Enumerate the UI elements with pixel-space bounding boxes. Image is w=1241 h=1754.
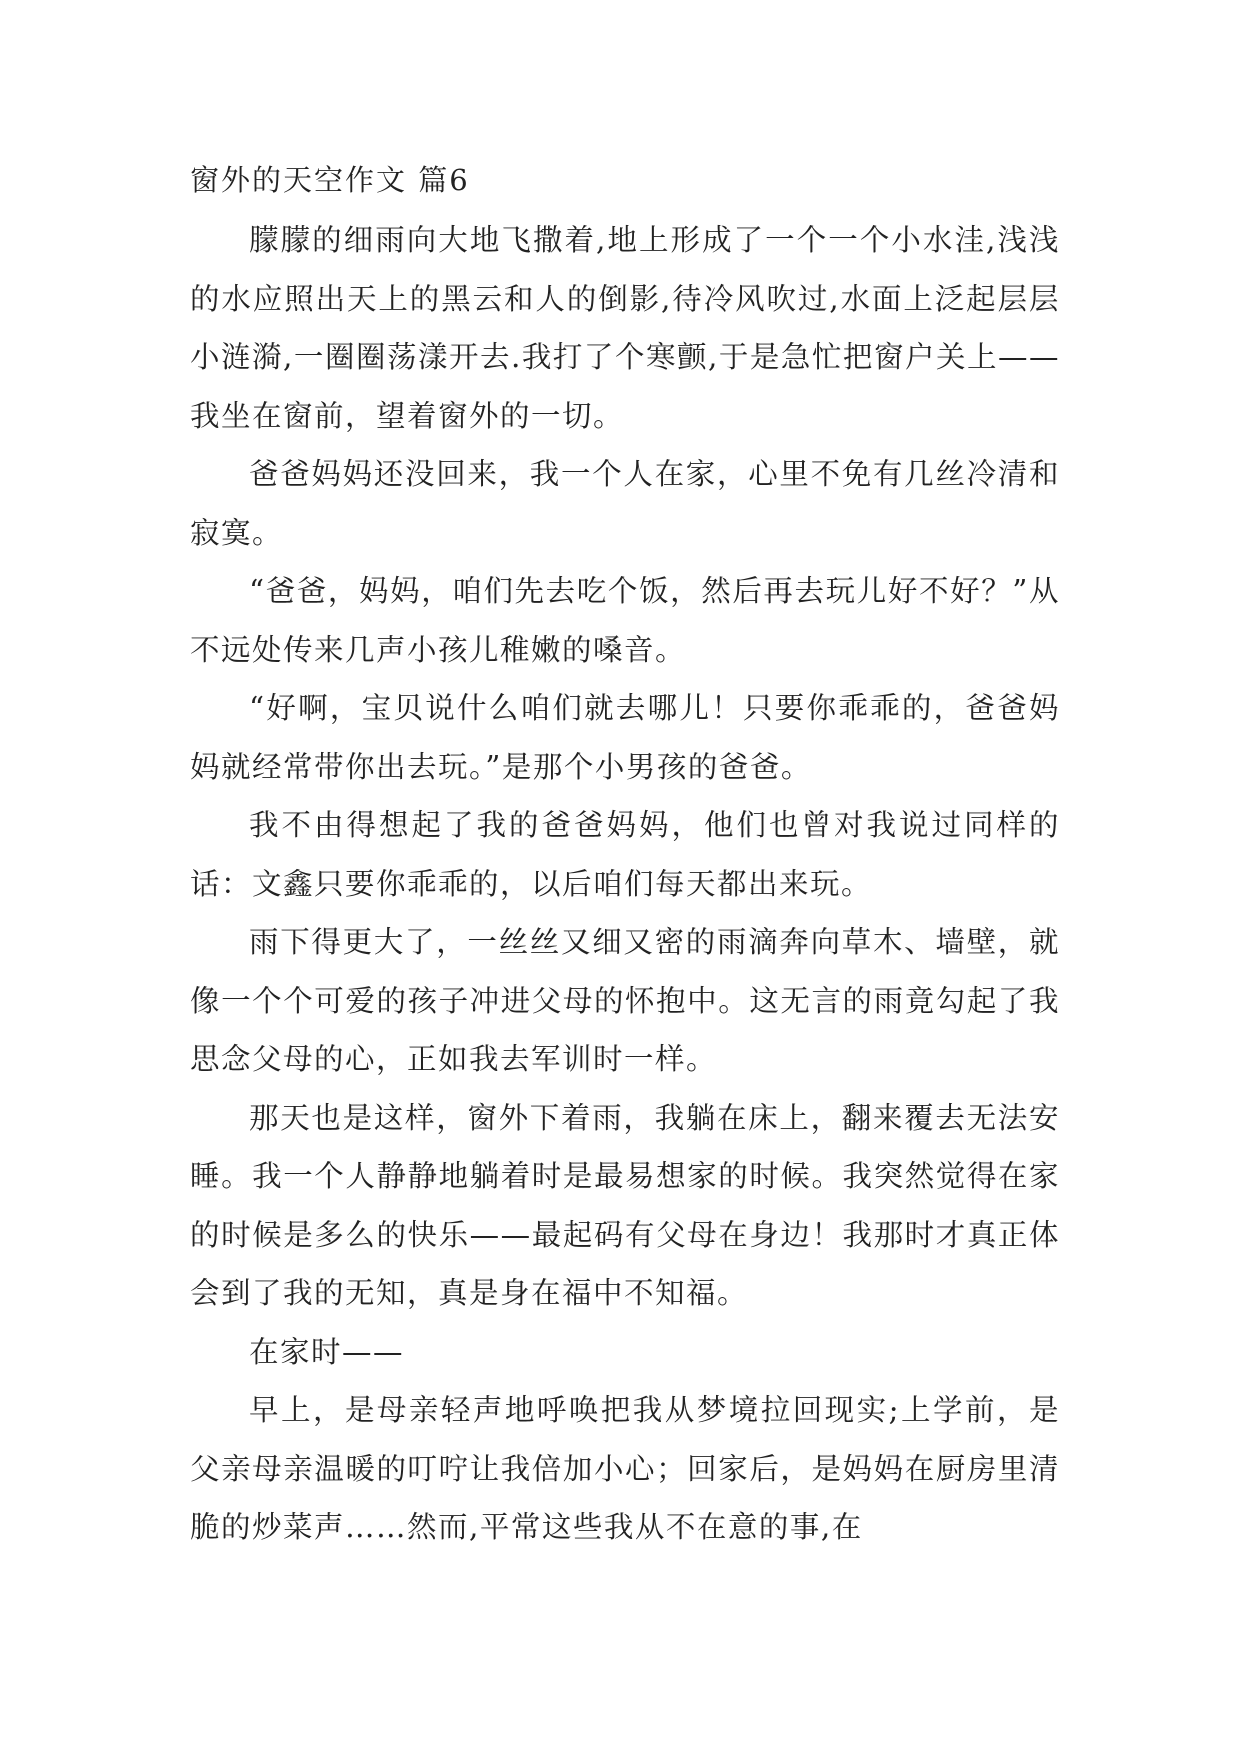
document-page	[190, 160, 1060, 1557]
paragraph: 在家时——	[249, 1334, 405, 1369]
document-body	[190, 211, 1060, 1557]
paragraph: 早上，是母亲轻声地呼唤把我从梦境拉回现实;上学前，是父亲母亲温暖的叮咛让我倍加小心；回家后，是妈妈在厨房里清脆的炒菜声……然而,平常这些我从不在意的事,在	[190, 1393, 1060, 1544]
paragraph: 爸爸妈妈还没回来，我一个人在家，心里不免有几丝冷清和寂寞。	[190, 457, 1060, 550]
paragraph: “爸爸，妈妈，咱们先去吃个饭，然后再去玩儿好不好？”从不远处传来几声小孩儿稚嫩的嗓音。	[190, 574, 1060, 667]
document-title: 窗外的天空作文 篇6	[190, 163, 470, 197]
paragraph: 那天也是这样，窗外下着雨，我躺在床上，翻来覆去无法安睡。我一个人静静地躺着时是最易想家的时候。我突然觉得在家的时候是多么的快乐——最起码有父母在身边！我那时才真正体会到了我的无知，真是身在福中不知福。	[190, 1100, 1060, 1310]
paragraph: “好啊，宝贝说什么咱们就去哪儿！只要你乖乖的，爸爸妈妈就经常带你出去玩。”是那个小男孩的爸爸。	[190, 691, 1060, 784]
paragraph: 雨下得更大了，一丝丝又细又密的雨滴奔向草木、墙壁，就像一个个可爱的孩子冲进父母的怀抱中。这无言的雨竟勾起了我思念父母的心，正如我去军训时一样。	[190, 925, 1060, 1076]
paragraph: 我不由得想起了我的爸爸妈妈，他们也曾对我说过同样的话：文鑫只要你乖乖的，以后咱们每天都出来玩。	[190, 808, 1060, 901]
paragraph: 朦朦的细雨向大地飞撒着,地上形成了一个一个小水洼,浅浅的水应照出天上的黑云和人的倒影,待冷风吹过,水面上泛起层层小涟漪,一圈圈荡漾开去.我打了个寒颤,于是急忙把窗户关上——我坐在窗前，望着窗外的一切。	[190, 223, 1060, 433]
